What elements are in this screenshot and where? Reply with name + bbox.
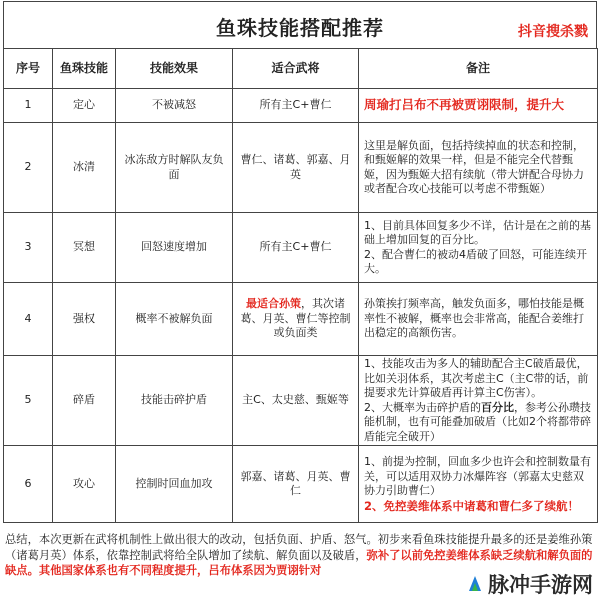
skill-effect: 冰冻敌方时解队友负面	[116, 123, 233, 213]
skill-name: 攻心	[53, 446, 116, 523]
skill-name: 定心	[53, 89, 116, 123]
suitable-heroes: 所有主C+曹仁	[233, 213, 359, 283]
skill-table	[3, 48, 598, 523]
skill-effect: 控制时回血加攻	[116, 446, 233, 523]
summary-highlight: 弥补了以前免控姜维体系缺乏续航和解负面的缺点。其他国家体系也有不同程度提升，吕布体系因为贾诩针对	[5, 548, 593, 577]
table-row	[4, 213, 598, 283]
note-cell	[359, 356, 598, 446]
row-number: 3	[4, 213, 53, 283]
other-heroes: ，其次诸葛、月英、曹仁等控制或负面类	[240, 297, 351, 340]
table-header-row	[4, 49, 598, 89]
suitable-heroes: 曹仁、诸葛、郭嘉、月英	[233, 123, 359, 213]
site-logo-icon	[466, 573, 484, 595]
column-header-effect: 技能效果	[116, 49, 233, 89]
row-number: 5	[4, 356, 53, 446]
note-bold-text: 百分比	[481, 400, 514, 414]
skill-effect: 技能击碎护盾	[116, 356, 233, 446]
skill-effect: 概率不被解负面	[116, 283, 233, 356]
note-cell: 这里是解负面，包括持续掉血的状态和控制，和甄姬解的效果一样，但是不能完全代替甄姬，因为甄姬大招有续航（带大饼配合母协力或者配合攻心技能可以考虑不带甄姬）	[359, 123, 598, 213]
note-text: 2、大概率为击碎护盾的	[364, 400, 481, 414]
note-paragraph	[364, 401, 592, 445]
skill-name: 冥想	[53, 213, 116, 283]
watermark-text: 脉冲手游网	[488, 572, 593, 597]
site-watermark	[466, 569, 597, 598]
column-header-note: 备注	[359, 49, 598, 89]
summary-body: 总结，本次更新在武将机制性上做出很大的改动，包括负面、护盾、怒气。初步来看鱼珠技能提升最多的还是姜维孙策（诸葛月英）体系，依靠控制武将给全队增加了续航、解负面以及破盾，	[5, 533, 593, 562]
suitable-heroes	[233, 283, 359, 356]
note-highlight: 2、免控姜维体系中诸葛和曹仁多了续航！	[364, 498, 579, 513]
skill-name: 强权	[53, 283, 116, 356]
note-cell: 孙策挨打频率高，触发负面多，哪怕技能是概率性不被解，概率也会非常高，能配合姜维打出稳定的高额伤害。	[359, 283, 598, 356]
row-number: 1	[4, 89, 53, 123]
table-row	[4, 89, 598, 123]
note-highlight: 周瑜打吕布不再被贾诩限制，提升大	[364, 96, 565, 112]
note-paragraph: 2、配合曹仁的被动4盾破了回怒，可能连续开大。	[364, 247, 587, 275]
row-number: 2	[4, 123, 53, 213]
column-header-heroes: 适合武将	[233, 49, 359, 89]
title-bar	[3, 1, 597, 48]
table-row	[4, 123, 598, 213]
suitable-heroes: 主C、太史慈、甄姬等	[233, 356, 359, 446]
column-header-skill: 鱼珠技能	[53, 49, 116, 89]
note-cell	[359, 213, 598, 283]
suitable-heroes: 所有主C+曹仁	[233, 89, 359, 123]
table-row	[4, 283, 598, 356]
note-paragraph: 1、目前具体回复多少不详，估计是在之前的基础上增加回复的百分比。	[364, 218, 591, 246]
skill-effect: 回怒速度增加	[116, 213, 233, 283]
suitable-heroes: 郭嘉、诸葛、月英、曹仁	[233, 446, 359, 523]
source-tag: 抖音搜杀戮	[518, 24, 588, 40]
best-hero-highlight: 最适合孙策	[246, 297, 301, 311]
note-cell	[359, 89, 598, 123]
note-cell	[359, 446, 598, 523]
table-row	[4, 446, 598, 523]
row-number: 6	[4, 446, 53, 523]
skill-name: 碎盾	[53, 356, 116, 446]
row-number: 4	[4, 283, 53, 356]
skill-name: 冰清	[53, 123, 116, 213]
column-header-number: 序号	[4, 49, 53, 89]
note-paragraph: 1、技能攻击为多人的辅助配合主C破盾最优，比如关羽体系，其次考虑主C（主C带的话，前提要求先计算破盾再计算主C伤害）。	[364, 357, 589, 399]
table-row	[4, 356, 598, 446]
note-paragraph: 1、前提为控制，回血多少也许会和控制数量有关，可以适用双协力冰爆阵容（郭嘉太史慈双协力引助曹仁）	[364, 455, 591, 497]
page-title: 鱼珠技能搭配推荐	[216, 16, 384, 40]
note-text: ，参考公孙瓒技能机制，也有可能叠加破盾（比如2个将都带碎盾能完全破开）	[364, 400, 591, 443]
guide-sheet	[3, 1, 597, 523]
skill-effect: 不被减怒	[116, 89, 233, 123]
